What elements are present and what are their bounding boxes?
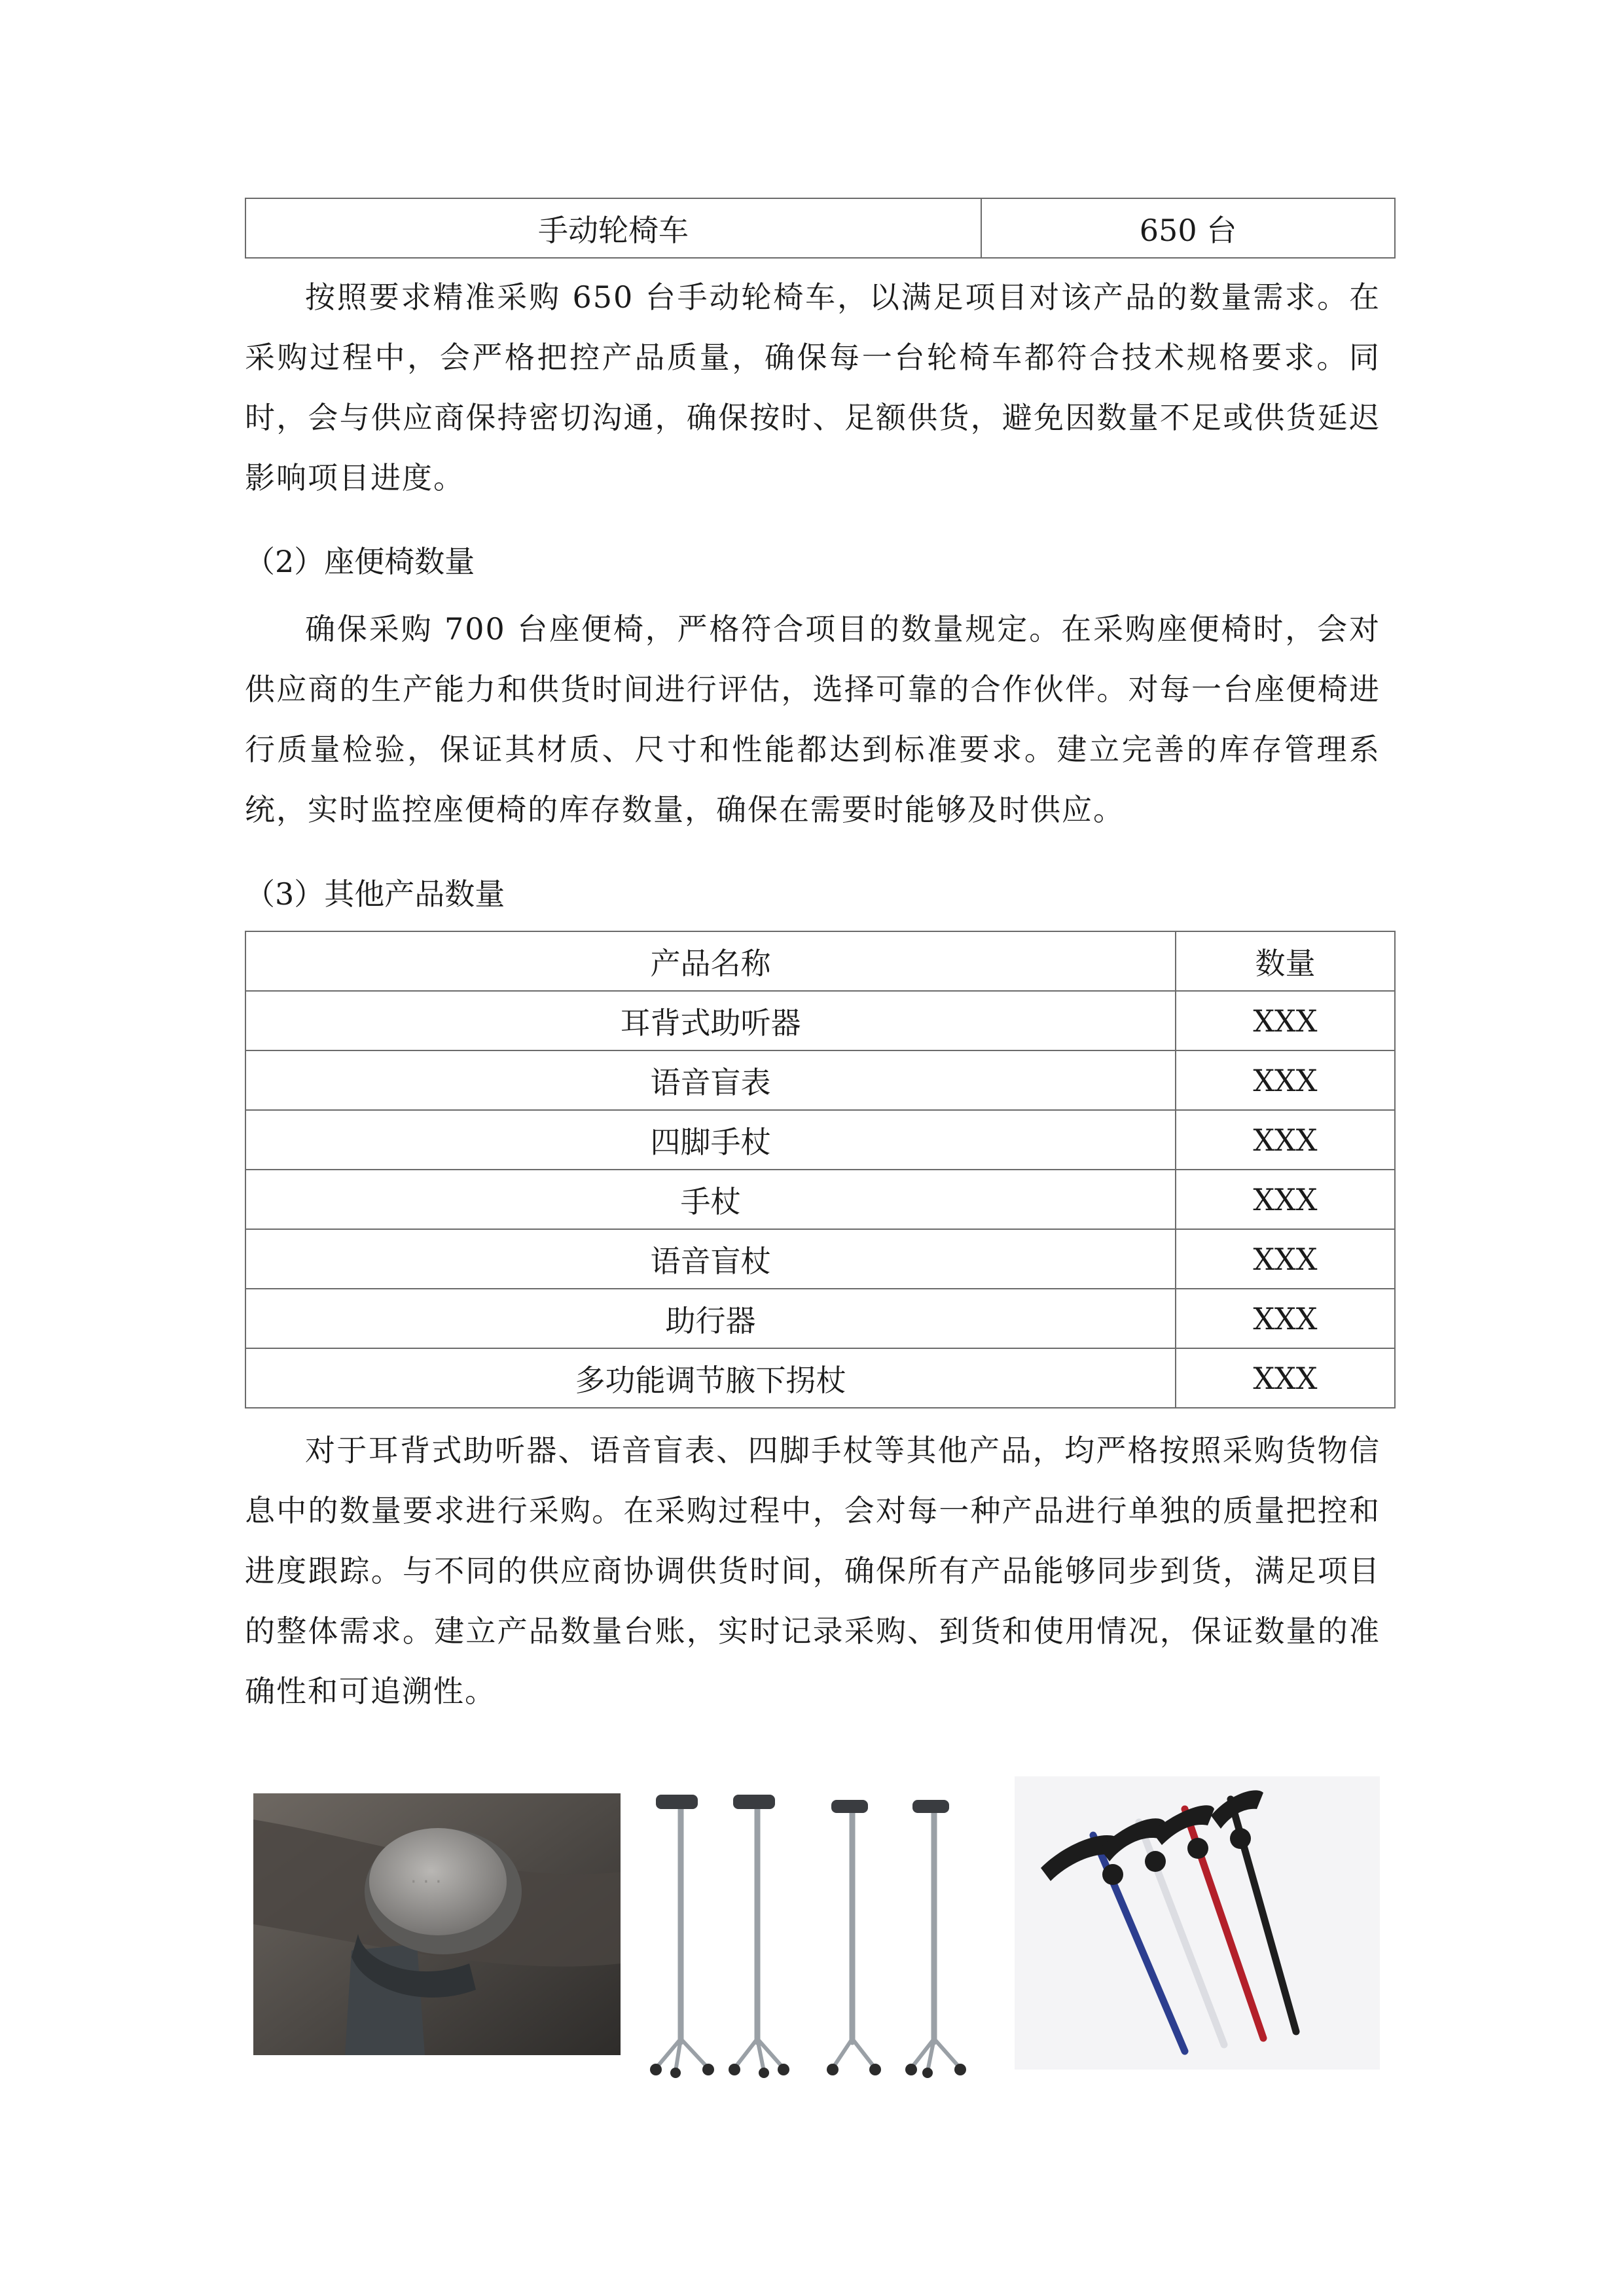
talking-watch-photo bbox=[253, 1793, 621, 2055]
commode-paragraph: 确保采购 700 台座便椅，严格符合项目的数量规定。在采购座便椅时，会对供应商的生产能力和供货时间进行评估，选择可靠的合作伙伴。对每一台座便椅进行质量检验，保证其材质、尺寸和性能都达到标准要求。建立完善的库存管理系统，实时监控座便椅的库存数量，确保在需要时能够及时供应。 bbox=[245, 611, 1380, 827]
product-name-cell: 语音盲表 bbox=[245, 1050, 1176, 1110]
quantity-cell: 650 台 bbox=[981, 198, 1395, 258]
quantity-cell: XXX bbox=[1176, 1229, 1395, 1289]
other-products-table bbox=[245, 931, 1396, 1408]
quantity-cell: XXX bbox=[1176, 1170, 1395, 1229]
quantity-cell: XXX bbox=[1176, 991, 1395, 1050]
quad-cane-photo bbox=[636, 1780, 998, 2081]
quantity-cell: XXX bbox=[1176, 1110, 1395, 1170]
product-name-cell: 耳背式助听器 bbox=[245, 991, 1176, 1050]
product-name-cell: 助行器 bbox=[245, 1289, 1176, 1348]
product-name-cell: 语音盲杖 bbox=[245, 1229, 1176, 1289]
table-row bbox=[245, 1229, 1395, 1289]
quantity-cell: XXX bbox=[1176, 1348, 1395, 1408]
product-name-cell: 手杖 bbox=[245, 1170, 1176, 1229]
product-name-cell: 多功能调节腋下拐杖 bbox=[245, 1348, 1176, 1408]
product-name-cell: 四脚手杖 bbox=[245, 1110, 1176, 1170]
other-products-paragraph: 对于耳背式助听器、语音盲表、四脚手杖等其他产品，均严格按照采购货物信息中的数量要求进行采购。在采购过程中，会对每一种产品进行单独的质量把控和进度跟踪。与不同的供应商协调供货时间，确保所有产品能够同步到货，满足项目的整体需求。建立产品数量台账，实时记录采购、到货和使用情况，保证数量的准确性和可追溯性。 bbox=[245, 1433, 1380, 1709]
table-row bbox=[245, 1110, 1395, 1170]
table-row bbox=[245, 1170, 1395, 1229]
product-name-cell: 手动轮椅车 bbox=[245, 198, 981, 258]
table-row bbox=[245, 1289, 1395, 1348]
header-product-name: 产品名称 bbox=[245, 931, 1176, 991]
table-row bbox=[245, 198, 1395, 258]
svg-text:· · ·: · · · bbox=[410, 1871, 442, 1893]
quantity-cell: XXX bbox=[1176, 1050, 1395, 1110]
wheelchair-paragraph: 按照要求精准采购 650 台手动轮椅车，以满足项目对该产品的数量需求。在采购过程中，会严格把控产品质量，确保每一台轮椅车都符合技术规格要求。同时，会与供应商保持密切沟通，确保按时、足额供货，避免因数量不足或供货延迟影响项目进度。 bbox=[245, 279, 1380, 495]
walking-sticks-photo bbox=[1015, 1776, 1380, 2070]
wheelchair-quantity-table bbox=[245, 198, 1396, 259]
quantity-cell: XXX bbox=[1176, 1289, 1395, 1348]
section-heading-commode: （2）座便椅数量 bbox=[245, 544, 475, 579]
header-quantity: 数量 bbox=[1176, 931, 1395, 991]
table-row bbox=[245, 991, 1395, 1050]
section-heading-other-products: （3）其他产品数量 bbox=[245, 876, 505, 912]
table-row bbox=[245, 1050, 1395, 1110]
table-header-row bbox=[245, 931, 1395, 991]
table-row bbox=[245, 1348, 1395, 1408]
